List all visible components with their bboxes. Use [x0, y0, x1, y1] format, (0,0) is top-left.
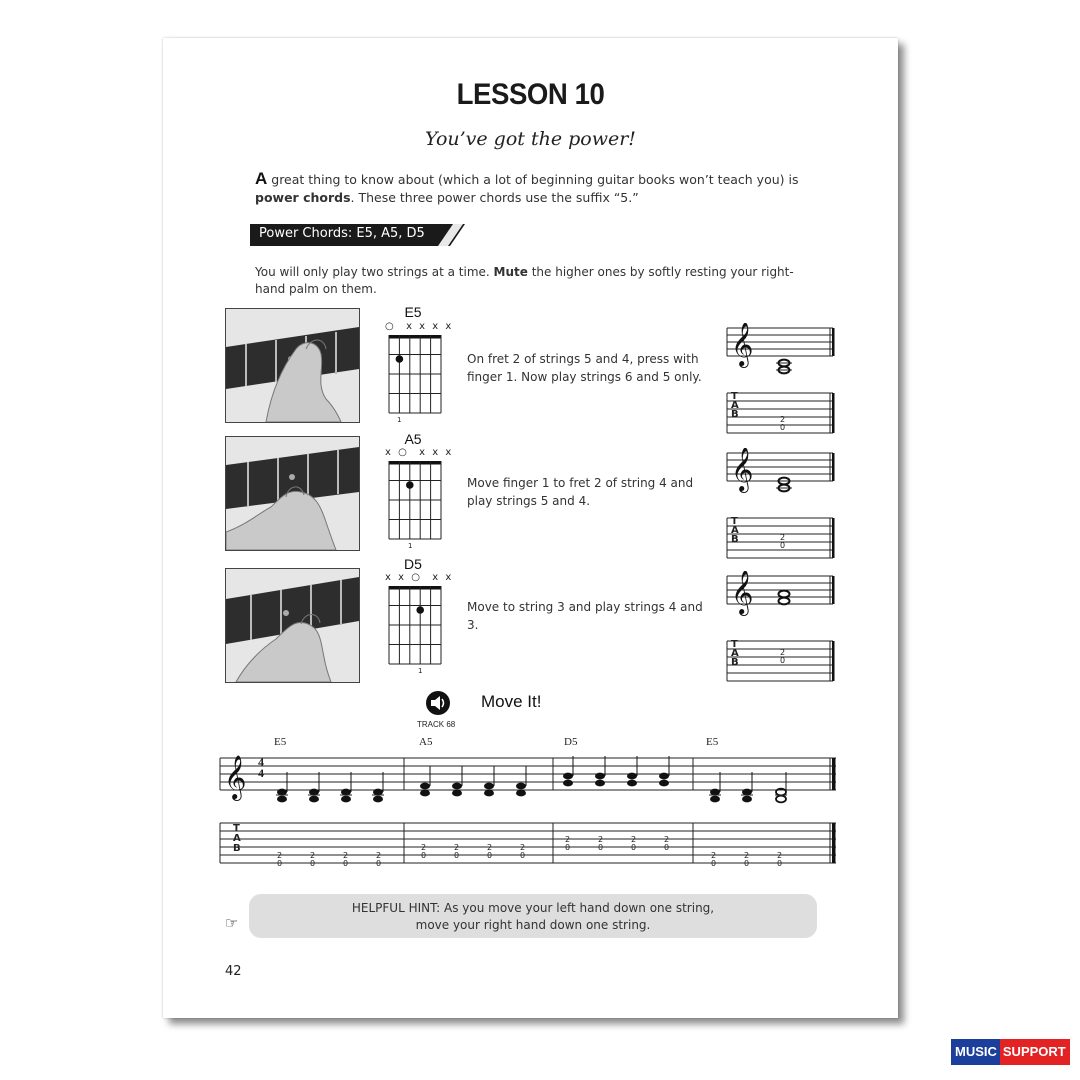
- mute-note: [255, 264, 815, 298]
- logo-part-1: MUSIC: [951, 1039, 1000, 1065]
- e5-finger-number: 1: [397, 416, 402, 424]
- note-bold: Mute: [493, 265, 528, 279]
- m2-tab-2: 2 0: [454, 843, 460, 860]
- e5-tab-letters: T A B: [731, 391, 739, 420]
- note-text-1: You will only play two strings at a time.: [255, 265, 494, 279]
- music-support-logo: [951, 1039, 1070, 1065]
- m1-tab-3: 2 0: [343, 851, 349, 868]
- m4-tab-1: 2 0: [711, 851, 717, 868]
- section-banner: Power Chords: E5, A5, D5: [259, 226, 425, 241]
- e5-tab-frets: 2 0: [780, 415, 786, 432]
- track-label: TRACK 68: [417, 720, 456, 729]
- e5-chord-name: E5: [404, 304, 422, 320]
- m1-tab-1: 2 0: [277, 851, 283, 868]
- a5-hand-photo: [225, 436, 360, 551]
- m2-tab-4: 2 0: [520, 843, 526, 860]
- e5-description: On fret 2 of strings 5 and 4, press with finger 1. Now play strings 6 and 5 only.: [467, 352, 702, 384]
- lesson-title: LESSON 10: [456, 78, 605, 111]
- page-number: 42: [225, 964, 242, 979]
- a5-description: Move finger 1 to fret 2 of string 4 and play strings 5 and 4.: [467, 476, 694, 508]
- d5-chord-name: D5: [404, 556, 422, 572]
- m3-tab-1: 2 0: [565, 835, 571, 852]
- intro-dropcap: A: [255, 169, 268, 188]
- d5-string-markers: x x ○ x x: [385, 572, 454, 583]
- m4-tab-3: 2 0: [777, 851, 783, 868]
- a5-chord-diagram: [387, 459, 447, 544]
- d5-description: Move to string 3 and play strings 4 and 3.: [467, 600, 703, 632]
- measure-1-chord: E5: [274, 736, 287, 748]
- intro-paragraph: [255, 170, 815, 207]
- a5-finger-number: 1: [408, 542, 413, 550]
- m3-tab-3: 2 0: [631, 835, 637, 852]
- svg-text:𝄞: 𝄞: [731, 449, 754, 491]
- d5-chord-diagram: [387, 584, 447, 669]
- intro-text-2: . These three power chords use the suffix “5.”: [350, 190, 639, 205]
- note-text-2: the higher ones by softly resting your right-hand palm on them.: [255, 265, 794, 296]
- logo-part-2: SUPPORT: [1000, 1039, 1070, 1065]
- intro-text-1: great thing to know about (which a lot of beginning guitar books won’t teach you) is: [267, 172, 799, 187]
- svg-text:𝄞: 𝄞: [731, 572, 754, 614]
- exercise-title: Move It!: [481, 692, 542, 711]
- book-page: [163, 38, 898, 1018]
- pointing-hand-icon: ☞: [225, 914, 239, 932]
- d5-tab-frets: 2 0: [780, 648, 786, 665]
- a5-string-markers: x ○ x x x: [385, 447, 454, 458]
- svg-text:𝄞: 𝄞: [224, 757, 247, 799]
- a5-chord-name: A5: [404, 431, 422, 447]
- m4-tab-2: 2 0: [744, 851, 750, 868]
- d5-hand-photo: [225, 568, 360, 683]
- hint-line-1: HELPFUL HINT: As you move your left hand down one string,: [351, 901, 715, 915]
- hint-text: [249, 900, 817, 934]
- a5-tab-letters: T A B: [731, 516, 739, 545]
- measure-2-chord: A5: [419, 736, 433, 748]
- intro-bold: power chords: [255, 190, 351, 205]
- d5-tab-letters: T A B: [731, 639, 739, 668]
- d5-finger-number: 1: [418, 667, 423, 675]
- m3-tab-4: 2 0: [664, 835, 670, 852]
- a5-tab-frets: 2 0: [780, 533, 786, 550]
- m1-tab-4: 2 0: [376, 851, 382, 868]
- measure-4-chord: E5: [706, 736, 719, 748]
- m1-tab-2: 2 0: [310, 851, 316, 868]
- d5-notation: [725, 571, 839, 686]
- svg-text:𝄞: 𝄞: [731, 324, 754, 366]
- m2-tab-1: 2 0: [421, 843, 427, 860]
- speaker-icon[interactable]: [425, 690, 451, 716]
- e5-hand-photo: [225, 308, 360, 423]
- measure-3-chord: D5: [564, 736, 578, 748]
- time-signature: 4 4: [258, 755, 264, 780]
- lesson-subtitle: You’ve got the power!: [425, 128, 636, 150]
- exercise-tab-letters: T A B: [233, 823, 241, 854]
- hint-line-2: move your right hand down one string.: [415, 918, 651, 932]
- e5-chord-diagram: [387, 333, 447, 418]
- m2-tab-3: 2 0: [487, 843, 493, 860]
- m3-tab-2: 2 0: [598, 835, 604, 852]
- e5-string-markers: ○ x x x x: [385, 321, 454, 332]
